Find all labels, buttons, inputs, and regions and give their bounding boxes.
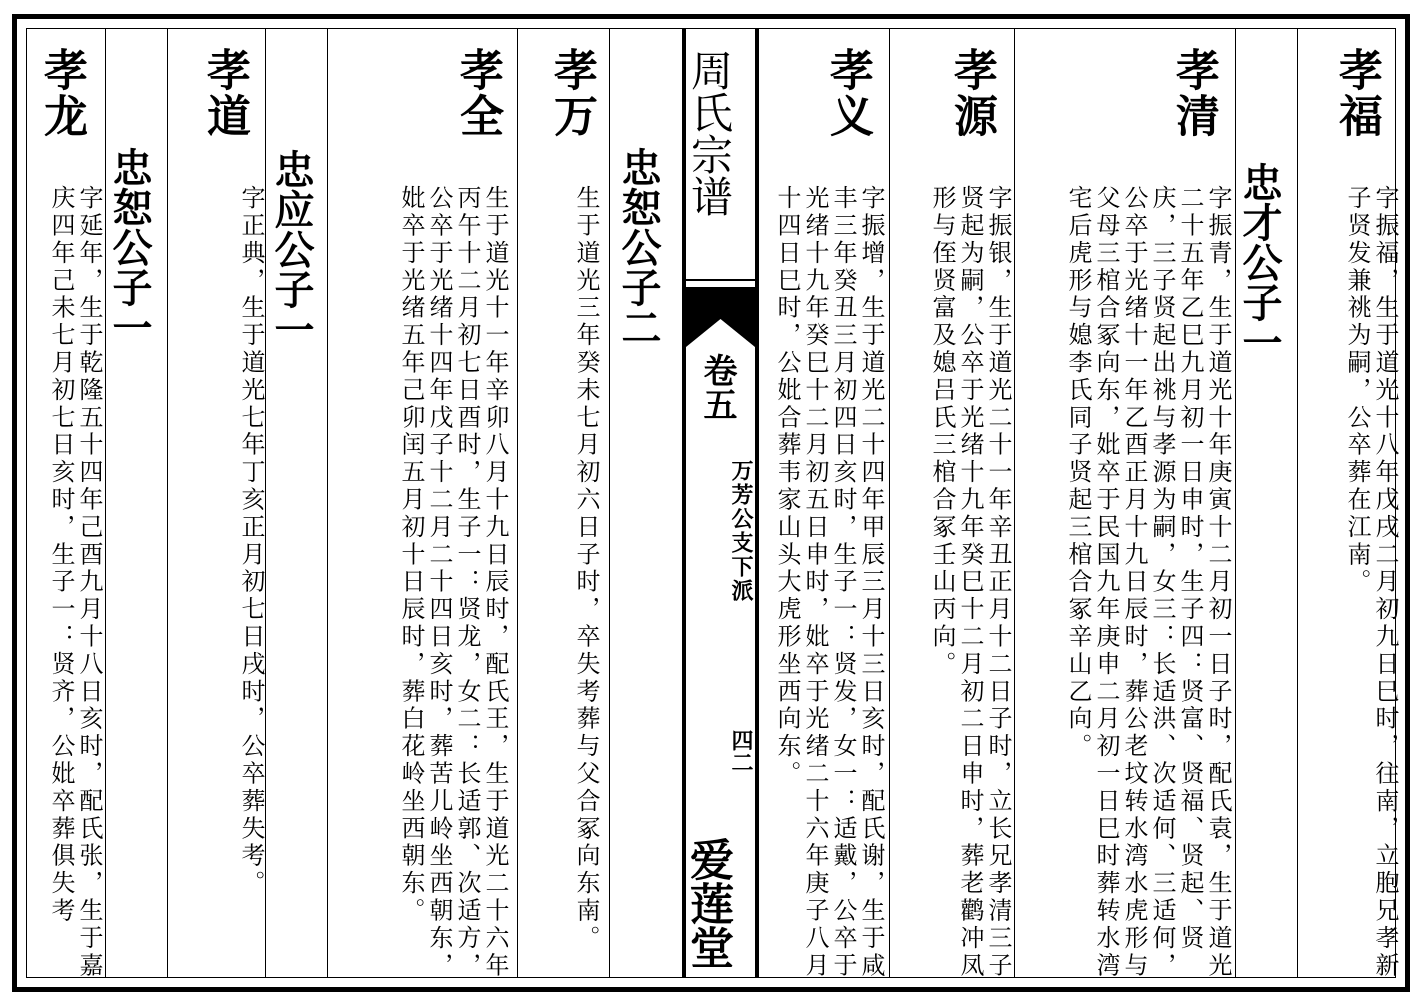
entry-name: 孝道 — [199, 47, 250, 139]
entry-text: 生于道光三年癸未七月初六日子时，卒失考葬与父合冢向东南。 — [572, 185, 600, 953]
entry-name: 孝福 — [1331, 47, 1382, 139]
entry-name: 孝义 — [822, 47, 873, 139]
entry-heading: 忠才公子一 — [1236, 162, 1283, 362]
entry-heading: 忠恕公子一 — [106, 147, 153, 347]
fishtail-ornament — [686, 287, 755, 347]
entry-text: 字延年，生于乾隆五十四年己酉九月十八日亥时，配氏张，生于嘉庆四年己未七月初七日亥时，生子一：贤齐，公妣卒葬俱失考 — [47, 185, 103, 980]
volume-label: 卷五 — [697, 353, 737, 421]
page-inner-border — [26, 28, 1399, 980]
entry-text: 字振福，生于道光十八年戊戌二月初九日巳时，往南，立胞兄孝新子贤发兼祧为嗣，公卒葬在江南。 — [1343, 185, 1399, 980]
entry-name: 孝源 — [946, 47, 997, 139]
entry-name: 孝龙 — [36, 47, 87, 139]
branch-label: 万芳公支下派 — [728, 459, 754, 603]
entry-name: 孝清 — [1168, 47, 1219, 139]
entry-name: 孝万 — [546, 47, 597, 139]
entry-text: 字正典，生于道光七年丁亥正月初七日戌时，公卒葬失考。 — [237, 185, 265, 898]
page-number: 四二 — [728, 729, 754, 773]
genealogy-title: 周氏宗谱 — [685, 49, 734, 217]
hall-name: 爱莲堂 — [682, 837, 733, 969]
entry-text: 字振银，生于道光二十一年辛丑正月十二日子时，立长兄孝清三子贤起为嗣，公卒于光绪十九年癸巳十二月初二日申时，葬老鹳冲凤形与侄贤富及媳吕氏三棺合冢壬山丙向。 — [928, 185, 1012, 980]
page-frame — [12, 14, 1410, 992]
entry-name: 孝全 — [452, 47, 503, 139]
entry-heading: 忠恕公子二 — [615, 147, 662, 347]
center-border-right — [755, 29, 759, 977]
entry-text: 字振青，生于道光十年庚寅十二月初一日子时，配氏袁，生于道光二十五年乙巳九月初一日申时，生子四：贤富、贤福、贤起、贤庆，三子贤起出祧与孝源为嗣，女三：长适洪、次适何、三适何，公卒于光绪十一年乙酉正月十九日辰时，葬公老坟转水湾水虎形与父母三棺合冢向东，妣卒于民国九年庚申二月初一日巳时葬转水湾宅后虎形与媳李氏同子贤起三棺合冢辛山乙向。 — [1064, 185, 1232, 980]
entry-heading: 忠应公子一 — [268, 149, 315, 349]
entry-text: 生于道光十一年辛卯八月十九日辰时，配氏王，生于道光二十六年丙午十二月初七日酉时，生子一：贤龙，女二：长适郭、次适方，公卒于光绪十四年戊子十二月二十四日亥时，葬苦儿岭坐西朝东，妣卒于光绪五年己卯闰五月初十日辰时，葬白花岭坐西朝东。 — [397, 185, 509, 980]
entry-text: 字振增，生于道光二十四年甲辰三月十三日亥时，配氏谢，生于咸丰三年癸丑三月初四日亥时，生子一：贤发，女一：适戴，公卒于光绪十九年癸巳十二月初五日申时，妣卒于光绪二十六年庚子八月十四日巳时，公妣合葬韦家山头大虎形坐西向东。 — [773, 185, 885, 980]
